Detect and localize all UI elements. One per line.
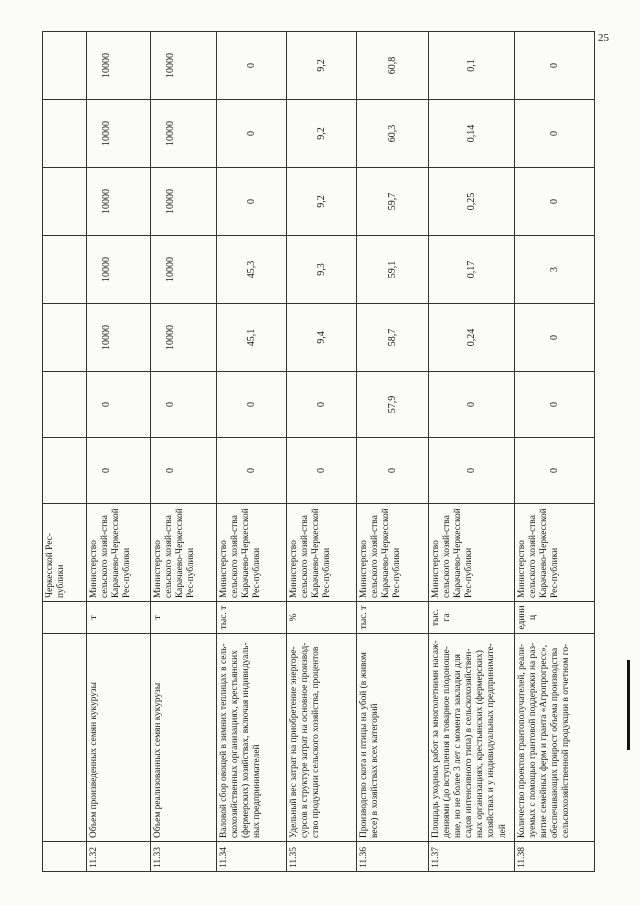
value-cell: 3 [515,236,595,304]
value-cell: 0 [429,438,515,504]
value-cell: 10000 [151,304,217,372]
table-row [217,32,287,872]
unit: единиц [515,602,595,634]
value-cell: 10000 [87,236,151,304]
header-cell [43,602,87,634]
value-cell: 0 [515,372,595,438]
value-cell: 0 [287,438,357,504]
value-cell: 9,4 [287,304,357,372]
indicator-name: Объем произведенных семян кукурузы [87,634,151,842]
value-cell: 0,17 [429,236,515,304]
table-row [287,32,357,872]
value-cell: 0 [87,438,151,504]
value-cell: 0 [515,168,595,236]
value-cell: 10000 [87,100,151,168]
value-cell: 10000 [87,168,151,236]
row-index: 11.32 [87,842,151,872]
value-cell: 45,3 [217,236,287,304]
value-cell: 0 [217,438,287,504]
responsible-org: Министерство сельского хозяй-ства Карачаево-Черкесской Рес-публики [217,504,287,602]
row-index: 11.34 [217,842,287,872]
row-index: 11.35 [287,842,357,872]
table-row [87,32,151,872]
responsible-org: Министерство сельского хозяй-ства Карачаево-Черкесской Рес-публики [87,504,151,602]
value-cell: 0,1 [429,32,515,100]
table-row [357,32,429,872]
unit: т [151,602,217,634]
header-cell [43,438,87,504]
value-cell: 0 [515,100,595,168]
unit: тыс. га [429,602,515,634]
value-cell: 10000 [87,32,151,100]
value-cell: 0 [217,100,287,168]
value-cell: 0 [151,438,217,504]
value-cell: 10000 [151,100,217,168]
header-cell-org: Черкесской Рес-публики [43,504,87,602]
responsible-org: Министерство сельского хозяй-ства Карачаево-Черкесской Рес-публики [429,504,515,602]
header-cell [43,168,87,236]
responsible-org: Министерство сельского хозяй-ства Карачаево-Черкесской Рес-публики [515,504,595,602]
page-number: 25 [598,32,609,44]
unit: т [87,602,151,634]
value-cell: 0 [515,438,595,504]
value-cell: 0 [357,438,429,504]
value-cell: 0 [87,372,151,438]
value-cell: 0 [217,32,287,100]
value-cell: 10000 [151,168,217,236]
unit: % [287,602,357,634]
table-row [151,32,217,872]
row-index: 11.33 [151,842,217,872]
header-cell [43,236,87,304]
indicator-name: Валовой сбор овощей в зимних теплицах в сель-скохозяйственных организациях, крестьянских (фермерских) хозяйствах, включая индивидуаль-ных предпринимателей [217,634,287,842]
value-cell: 0,24 [429,304,515,372]
indicator-name: Производство скота и птицы на убой (в живом весе) в хозяйствах всех категорий [357,634,429,842]
header-cell [43,100,87,168]
value-cell: 0 [515,304,595,372]
value-cell: 0 [151,372,217,438]
header-cell [43,372,87,438]
responsible-org: Министерство сельского хозяй-ства Карачаево-Черкесской Рес-публики [287,504,357,602]
responsible-org: Министерство сельского хозяй-ства Карачаево-Черкесской Рес-публики [151,504,217,602]
value-cell: 0,25 [429,168,515,236]
table-header-row [43,32,87,872]
header-cell [43,32,87,100]
value-cell: 60,3 [357,100,429,168]
value-cell: 0,14 [429,100,515,168]
value-cell: 9,2 [287,32,357,100]
responsible-org: Министерство сельского хозяй-ства Карачаево-Черкесской Рес-публики [357,504,429,602]
row-index: 11.38 [515,842,595,872]
indicator-table [42,31,595,872]
header-cell [43,842,87,872]
indicator-name: Объем реализованных семян кукурузы [151,634,217,842]
value-cell: 59,1 [357,236,429,304]
value-cell: 0 [429,372,515,438]
row-index: 11.37 [429,842,515,872]
indicator-name: Количество проектов грантополучателей, реали-зуемых с помощью грантовой поддержки на раз-витие семейных ферм и гранта «Агропрогресс», обеспечивающих прирост объема производства сельскохозяйственной продукции в отчетном го- [515,634,595,842]
value-cell: 9,3 [287,236,357,304]
value-cell: 0 [217,372,287,438]
value-cell: 59,7 [357,168,429,236]
value-cell: 10000 [87,304,151,372]
value-cell: 45,1 [217,304,287,372]
header-cell [43,634,87,842]
value-cell: 58,7 [357,304,429,372]
indicator-name: Удельный вес затрат на приобретение энергоре-сурсов в структуре затрат на основное производ-ство продукции сельского хозяйства, процентов [287,634,357,842]
value-cell: 9,2 [287,168,357,236]
value-cell: 10000 [151,32,217,100]
value-cell: 0 [217,168,287,236]
table-row [429,32,515,872]
value-cell: 60,8 [357,32,429,100]
indicator-name: Площадь уходных работ за многолетними насаж-дениями (до вступления в товарное плодоноше-ние, но не более 3 лет с момента закладки для садов интенсивного типа) в сельскохозяйствен-ных организациях, крестьянских (фермерских) хозяйствах и у индивидуальных предпринимате-лей [429,634,515,842]
value-cell: 0 [287,372,357,438]
value-cell: 57,9 [357,372,429,438]
header-cell [43,304,87,372]
rotated-table-container [42,32,594,872]
unit: тыс. т [217,602,287,634]
unit: тыс. т [357,602,429,634]
value-cell: 0 [515,32,595,100]
value-cell: 9,2 [287,100,357,168]
row-index: 11.36 [357,842,429,872]
scan-edge-mark [627,660,630,750]
value-cell: 10000 [151,236,217,304]
table-row [515,32,595,872]
